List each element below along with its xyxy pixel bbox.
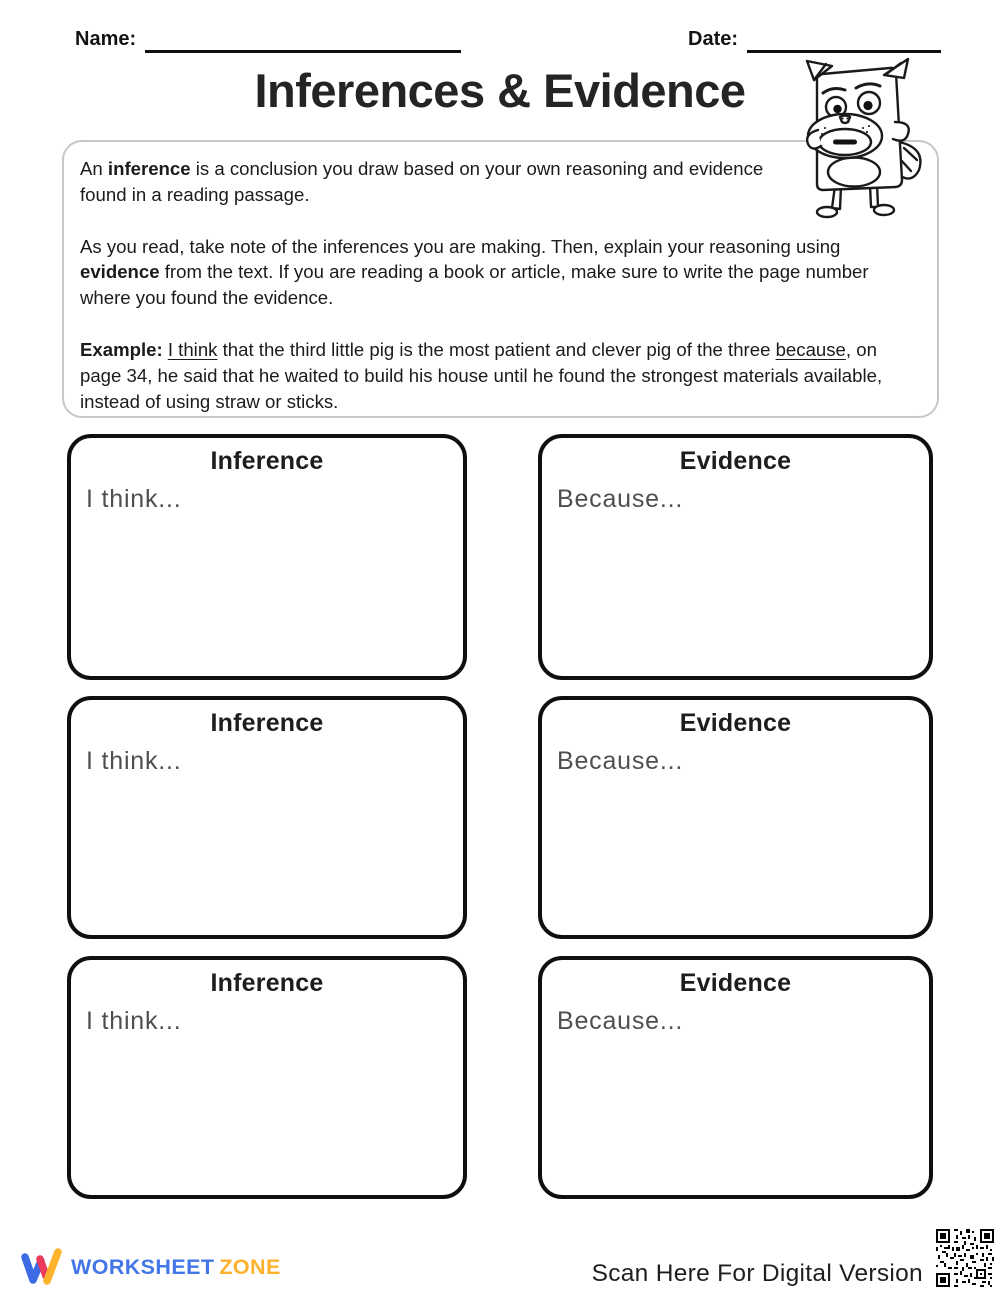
brand-zone-text: ZONE — [219, 1255, 281, 1279]
worksheetzone-logo — [20, 1243, 281, 1292]
name-label: Name: — [75, 28, 137, 50]
worksheetzone-logo-icon — [20, 1243, 62, 1292]
evidence-card-3-title: Evidence — [679, 969, 792, 997]
evidence-card-3-writing-area[interactable] — [557, 1007, 915, 1182]
date-input-line[interactable] — [747, 29, 941, 53]
date-label: Date: — [688, 28, 739, 50]
inference-card-2-writing-area[interactable] — [86, 747, 449, 922]
evidence-card-1-title: Evidence — [679, 447, 792, 475]
evidence-card-2-prompt: Because... — [557, 747, 684, 775]
evidence-card-2-title: Evidence — [679, 709, 792, 737]
inference-card-3-prompt: I think... — [86, 1007, 182, 1035]
instructions-paragraph-1: An inference is a conclusion you draw based on your own reasoning and evidence found in a reading passage. — [80, 158, 764, 205]
inference-card-3 — [67, 956, 467, 1199]
evidence-card-3 — [538, 956, 933, 1199]
inference-card-3-title: Inference — [210, 969, 324, 997]
instructions-paragraph-2: As you read, take note of the inferences you are making. Then, explain your reasoning using evidence from the text. If you are reading a book or article, make sure to write the page number where you found the evidence. — [80, 235, 869, 309]
evidence-card-1 — [538, 434, 933, 680]
evidence-card-1-prompt: Because... — [557, 485, 684, 513]
scan-here-label: Scan Here For Digital Version — [591, 1260, 923, 1287]
inference-card-1-title: Inference — [210, 447, 324, 475]
inference-card-1-writing-area[interactable] — [86, 485, 449, 663]
qr-code — [936, 1229, 994, 1292]
inference-card-1-prompt: I think... — [86, 485, 182, 513]
dog-mascot-icon — [799, 56, 929, 235]
evidence-card-1-writing-area[interactable] — [557, 485, 915, 663]
name-input-line[interactable] — [145, 29, 461, 53]
example-paragraph: Example: I think that the third little pig is the most patient and clever pig of the three because, on page 34, he said that he waited to build his house until he found the strongest materials available, instead of using straw or sticks. — [80, 338, 883, 412]
evidence-card-2 — [538, 696, 933, 939]
evidence-card-2-writing-area[interactable] — [557, 747, 915, 922]
inference-card-2 — [67, 696, 467, 939]
evidence-card-3-prompt: Because... — [557, 1007, 684, 1035]
inference-card-3-writing-area[interactable] — [86, 1007, 449, 1182]
page-title: Inferences & Evidence — [254, 64, 746, 117]
date-field-group — [688, 28, 941, 53]
inference-card-2-title: Inference — [210, 709, 324, 737]
name-field-group — [75, 28, 461, 53]
brand-worksheet-text: WORKSHEET — [71, 1255, 215, 1279]
inference-card-2-prompt: I think... — [86, 747, 182, 775]
inference-card-1 — [67, 434, 467, 680]
